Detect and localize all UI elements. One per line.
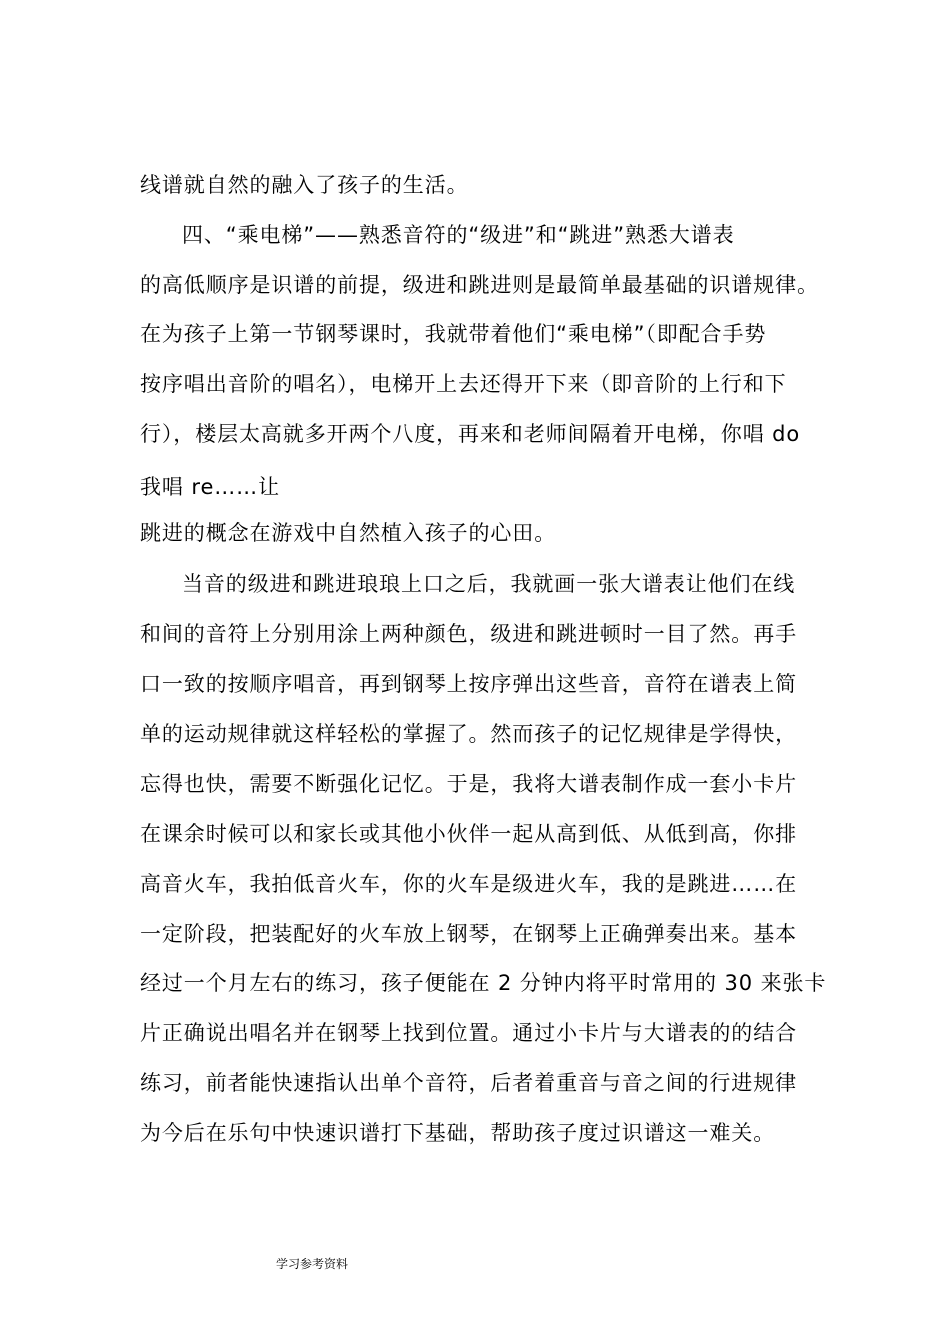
text-line: 和间的音符上分别用涂上两种颜色，级进和跳进顿时一目了然。再手	[140, 622, 797, 646]
text-line: 为今后在乐句中快速识谱打下基础，帮助孩子度过识谱这一难关。	[140, 1121, 776, 1145]
text-line: 高音火车，我拍低音火车，你的火车是级进火车，我的是跳进……在	[140, 872, 797, 896]
text-line: 线谱就自然的融入了孩子的生活。	[140, 173, 469, 197]
text-line: 的高低顺序是识谱的前提，级进和跳进则是最简单最基础的识谱规律。	[140, 273, 819, 297]
text-line: 单的运动规律就这样轻松的掌握了。然而孩子的记忆规律是学得快，	[140, 722, 797, 746]
text-line: 按序唱出音阶的唱名），电梯开上去还得开下来（即音阶的上行和下	[140, 372, 787, 396]
page-footer: 学习参考资料	[276, 1257, 349, 1271]
text-line: 练习，前者能快速指认出单个音符，后者着重音与音之间的行进规律	[140, 1071, 797, 1095]
text-line: 行），楼层太高就多开两个八度，再来和老师间隔着开电梯，你唱 do	[140, 422, 801, 446]
text-line: 口一致的按顺序唱音，再到钢琴上按序弹出这些音，音符在谱表上简	[140, 672, 797, 696]
paragraph-first-line: 当音的级进和跳进琅琅上口之后，我就画一张大谱表让他们在线	[182, 572, 796, 596]
text-line: 跳进的概念在游戏中自然植入孩子的心田。	[140, 521, 557, 545]
text-line: 在课余时候可以和家长或其他小伙伴一起从高到低、从低到高，你排	[140, 822, 797, 846]
text-line: 经过一个月左右的练习，孩子便能在 2 分钟内将平时常用的 30 来张卡	[140, 971, 827, 995]
text-line: 片正确说出唱名并在钢琴上找到位置。通过小卡片与大谱表的的结合	[140, 1021, 797, 1045]
text-line: 我唱 re……让	[140, 475, 280, 499]
text-line: 在为孩子上第一节钢琴课时，我就带着他们“乘电梯”（即配合手势	[140, 322, 767, 346]
text-line: 一定阶段，把装配好的火车放上钢琴，在钢琴上正确弹奏出来。基本	[140, 922, 797, 946]
text-line: 忘得也快，需要不断强化记忆。于是，我将大谱表制作成一套小卡片	[140, 772, 797, 796]
section-heading-line: 四、“乘电梯”——熟悉音符的“级进”和“跳进”熟悉大谱表	[182, 223, 735, 247]
